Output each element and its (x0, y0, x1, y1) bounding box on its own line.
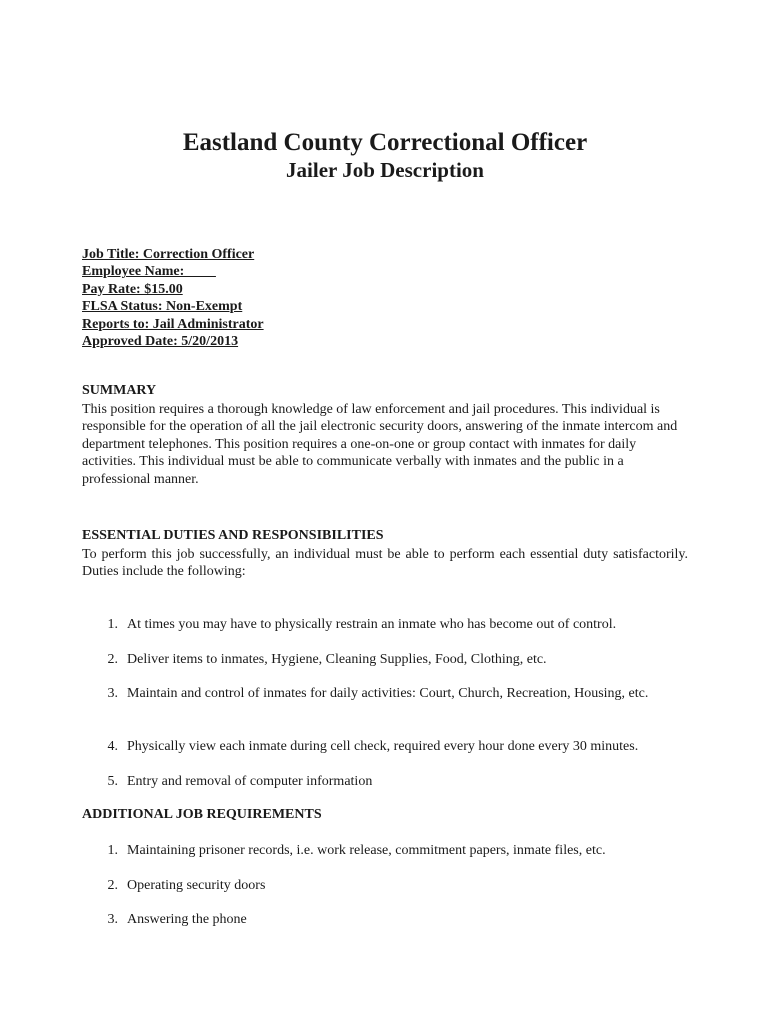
list-number: 5. (107, 774, 118, 789)
summary-text: This position requires a thorough knowledge of law enforcement and jail procedures. This individual is responsible for the operation of all the jail electronic security doors, answering of the inmate intercom and department telephones. This position requires a one-on-one or group contact with inmates for daily activities. This individual must be able to communicate verbally with inmates and the public in a professional manner. (82, 402, 678, 487)
document-title: Eastland County Correctional Officer (182, 129, 588, 156)
essential-duties-heading: ESSENTIAL DUTIES AND RESPONSIBILITIES (82, 528, 384, 543)
list-text: Maintain and control of inmates for daily activities: Court, Church, Recreation, Housing, etc. (127, 686, 649, 701)
list-number: 3. (107, 686, 118, 701)
job-title-line: Job Title: Correction Officer (82, 247, 255, 262)
job-info-block (82, 246, 264, 350)
list-text: Maintaining prisoner records, i.e. work release, commitment papers, inmate files, etc. (127, 843, 606, 858)
list-number: 1. (107, 843, 118, 858)
list-number: 2. (107, 878, 118, 893)
essential-duties-intro: To perform this job successfully, an individual must be able to perform each essential duty satisfactorily. Duties include the following: (82, 547, 688, 580)
reports-to-line: Reports to: Jail Administrator (82, 316, 264, 332)
list-number: 4. (107, 739, 118, 754)
list-number: 3. (107, 912, 118, 927)
summary-heading: SUMMARY (82, 383, 157, 398)
list-text: At times you may have to physically restrain an inmate who has become out of control. (127, 617, 617, 632)
list-text: Entry and removal of computer information (127, 774, 373, 789)
pay-rate-line: Pay Rate: $15.00 (82, 281, 183, 297)
document-subtitle: Jailer Job Description (286, 158, 484, 182)
approved-date-line: Approved Date: 5/20/2013 (82, 334, 239, 350)
list-number: 2. (107, 652, 118, 667)
employee-name-line: Employee Name: ____ (82, 264, 216, 280)
flsa-status-line: FLSA Status: Non-Exempt (82, 299, 243, 315)
list-text: Physically view each inmate during cell check, required every hour done every 30 minutes. (127, 739, 639, 754)
additional-requirements-heading: ADDITIONAL JOB REQUIREMENTS (82, 807, 322, 822)
list-number: 1. (107, 617, 118, 632)
list-text: Deliver items to inmates, Hygiene, Cleaning Supplies, Food, Clothing, etc. (127, 652, 547, 667)
list-text: Answering the phone (127, 912, 247, 927)
list-text: Operating security doors (127, 878, 266, 893)
